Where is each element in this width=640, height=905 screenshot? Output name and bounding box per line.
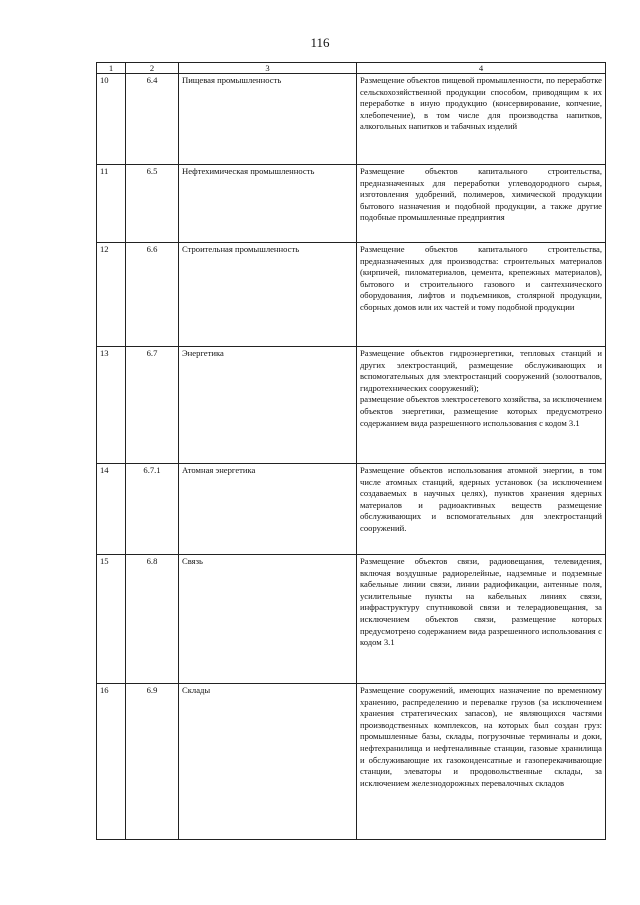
use-code: 6.8 — [126, 555, 179, 684]
table-row — [97, 243, 606, 347]
use-name: Связь — [179, 555, 357, 684]
use-name: Строительная промышленность — [179, 243, 357, 347]
column-header: 3 — [179, 63, 357, 74]
column-header: 4 — [357, 63, 606, 74]
use-description — [357, 464, 606, 555]
table-row — [97, 347, 606, 464]
description-paragraph: Размещение объектов капитального строительства, предназначенных для производства: строительных материалов (кирпичей, пиломатериалов, цемента, крепежных материалов), бытового и строительного газового и сантехнического оборудования, лифтов и подъемников, столярной продукции, сборных домов или их частей и тому подобной продукции — [360, 244, 602, 312]
table-row — [97, 74, 606, 165]
description-paragraph: Размещение сооружений, имеющих назначение по временному хранению, распределению и перевалке грузов (за исключением хранения стратегических запасов), не являющихся частями производственных комплексов, на которых был создан груз: промышленные базы, склады, погрузочные терминалы и доки, нефтехранилища и нефтеналивные станции, газовые хранилища и обслуживающие их газоконденсатные и газоперекачивающие станции, элеваторы и продовольственные склады, за исключением железнодорожных перевалочных складов — [360, 685, 602, 788]
use-name: Пищевая промышленность — [179, 74, 357, 165]
description-paragraph: Размещение объектов пищевой промышленности, по переработке сельскохозяйственной продукции способом, приводящим к их переработке в иную продукцию (консервирование, копчение, хлебопечение), в том числе для производства напитков, алкогольных напитков и табачных изделий — [360, 75, 602, 132]
row-number: 16 — [97, 684, 126, 840]
description-paragraph: Размещение объектов капитального строительства, предназначенных для переработки углеводородного сырья, изготовления удобрений, полимеров, химической продукции бытового назначения и подобной продукции, а также другие подобные промышленные предприятия — [360, 166, 602, 223]
row-number: 14 — [97, 464, 126, 555]
table-row — [97, 684, 606, 840]
row-number: 11 — [97, 165, 126, 243]
land-use-table — [96, 62, 606, 840]
use-name: Энергетика — [179, 347, 357, 464]
row-number: 12 — [97, 243, 126, 347]
use-code: 6.7 — [126, 347, 179, 464]
use-code: 6.4 — [126, 74, 179, 165]
column-header: 1 — [97, 63, 126, 74]
table-header-row — [97, 63, 606, 74]
use-description — [357, 243, 606, 347]
description-paragraph: Размещение объектов гидроэнергетики, тепловых станций и других электростанций, размещение обслуживающих и вспомогательных для электростанций сооружений (золоотвалов, гидротехнических сооружений); — [360, 348, 602, 393]
use-name: Склады — [179, 684, 357, 840]
table-row — [97, 555, 606, 684]
use-description — [357, 684, 606, 840]
description-paragraph: Размещение объектов связи, радиовещания, телевидения, включая воздушные радиорелейные, надземные и подземные кабельные линии связи, линии радиофикации, антенные поля, усилительные пункты на кабельных линиях связи, инфраструктуру спутниковой связи и телерадиовещания, за исключением объектов связи, размещение которых предусмотрено содержанием вида разрешенного использования с кодом 3.1 — [360, 556, 602, 648]
description-paragraph: Размещение объектов использования атомной энергии, в том числе атомных станций, ядерных установок (за исключением создаваемых в научных целях), пунктов хранения ядерных материалов и радиоактивных веществ размещение обслуживающих и вспомогательных для электростанций сооружений. — [360, 465, 602, 533]
page-number: 116 — [310, 35, 330, 50]
row-number: 15 — [97, 555, 126, 684]
table-row — [97, 464, 606, 555]
use-description — [357, 347, 606, 464]
use-name: Атомная энергетика — [179, 464, 357, 555]
description-paragraph: размещение объектов электросетевого хозяйства, за исключением объектов энергетики, размещение которых предусмотрено содержанием вида разрешенного использования с кодом 3.1 — [360, 394, 602, 428]
use-description — [357, 555, 606, 684]
row-number: 13 — [97, 347, 126, 464]
use-description — [357, 165, 606, 243]
use-code: 6.9 — [126, 684, 179, 840]
row-number: 10 — [97, 74, 126, 165]
use-description — [357, 74, 606, 165]
table-row — [97, 165, 606, 243]
column-header: 2 — [126, 63, 179, 74]
use-name: Нефтехимическая промышленность — [179, 165, 357, 243]
use-code: 6.5 — [126, 165, 179, 243]
use-code: 6.7.1 — [126, 464, 179, 555]
use-code: 6.6 — [126, 243, 179, 347]
